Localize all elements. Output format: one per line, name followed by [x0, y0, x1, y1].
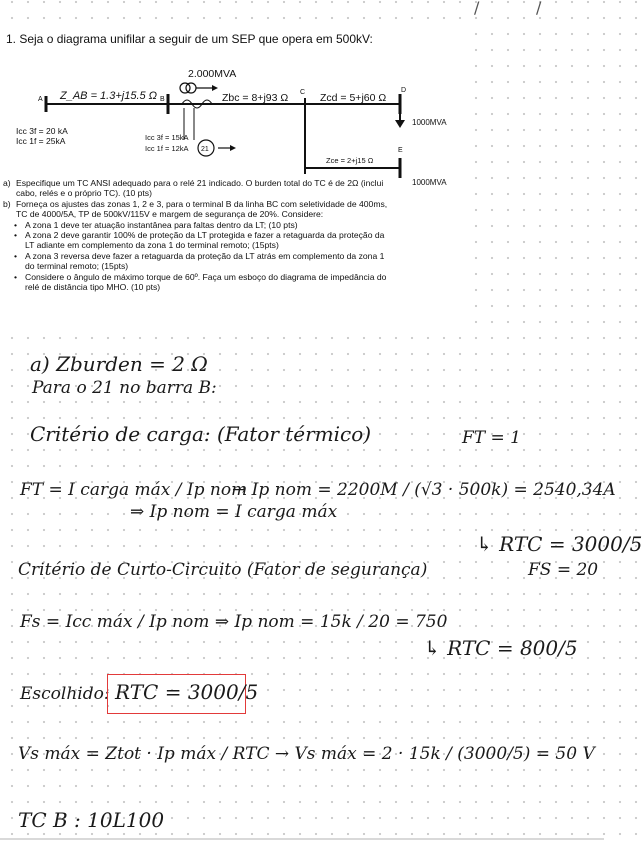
bus-d-label: D — [401, 87, 407, 94]
zbc-label: Zbc = 8+j93 Ω — [222, 92, 289, 104]
load-e-label: 1000MVA — [412, 178, 447, 187]
relay-arrow-icon — [230, 145, 236, 151]
bus-a-label: A — [38, 96, 43, 103]
ft-equation-rhs: → Ip nom = 2200M / (√3 · 500k) = 2540,34A — [232, 480, 616, 500]
zab-label: Z_AB = 1.3+j15.5 Ω — [60, 90, 158, 102]
page-mark: / — [474, 0, 480, 17]
part-a-text: Especifique um TC ANSI adequado para o relé 21 indicado. O burden total do TC é de 2Ω (inclui cabo, relés e o próprio TC). (10 pts) — [16, 178, 384, 199]
ft-equation-lhs: FT = I carga máx / Ip nom — [20, 480, 248, 500]
rtc-thermal: ↳ RTC = 3000/5 — [476, 532, 642, 556]
icc-a-3f: Icc 3f = 20 kA — [16, 126, 68, 136]
safety-factor-value: FS = 20 — [528, 560, 599, 580]
relay-21-label: 21 — [201, 146, 209, 153]
part-b-bullet: • A zona 2 deve garantir 100% de proteção da LT protegida e fazer a retaguarda da proteção da LT adiante em complemento da zona 1 do terminal remoto; (15pts) — [3, 230, 391, 251]
load-d-arrow — [395, 120, 405, 128]
part-b-mark: b) — [3, 198, 11, 209]
solution-relay-location: Para o 21 no barra B: — [32, 378, 217, 398]
zcd-label: Zcd = 5+j60 Ω — [320, 92, 387, 104]
part-b-bullet: • A zona 1 deve ter atuação instantânea para faltas dentro da LT; (10 pts) — [3, 220, 391, 230]
thermal-factor-value: FT = 1 — [462, 428, 522, 448]
page-bottom-divider — [0, 838, 604, 840]
part-a — [3, 178, 391, 199]
fs-equation: Fs = Icc máx / Ip nom ⇒ Ip nom = 15k / 20 = 750 — [20, 612, 448, 632]
power-flow-label: 2.000MVA — [188, 68, 237, 80]
solution-burden: a) Zburden = 2 Ω — [30, 352, 208, 376]
zce-label: Zce = 2+j15 Ω — [326, 156, 374, 165]
part-b-bullet: • A zona 3 reversa deve fazer a retaguarda da proteção da LT atrás em complemento da zona 1 do terminal remoto; (15pts) — [3, 251, 391, 272]
vs-equation: Vs máx = Ztot · Ip máx / RTC → Vs máx = 2 · 15k / (3000/5) = 50 V — [18, 744, 595, 764]
chosen-rtc: RTC = 3000/5 — [115, 680, 259, 704]
single-line-diagram — [0, 44, 468, 187]
bus-b-label: B — [160, 96, 165, 103]
question-title: 1. Seja o diagrama unifilar a seguir de um SEP que opera em 500kV: — [6, 32, 373, 46]
part-b-text: Forneça os ajustes das zonas 1, 2 e 3, para o terminal B da linha BC com seletividade de 400ms, TC de 4000/5A, TP de 500kV/115V e margem de segurança de 20%. Considere: — [16, 198, 388, 220]
icc-b-1f: Icc 1f = 12kA — [145, 144, 189, 153]
icc-b-3f: Icc 3f = 15kA — [145, 133, 189, 142]
tc-class: TC B : 10L100 — [18, 808, 165, 832]
icc-a-1f: Icc 1f = 25kA — [16, 136, 66, 146]
page-mark: / — [536, 0, 542, 17]
part-b-bullet: • Considere o ângulo de máximo torque de 60º. Faça um esboço do diagrama de impedância do relé de distância tipo MHO. (10 pts) — [3, 272, 391, 293]
question-list — [3, 178, 391, 292]
load-d-label: 1000MVA — [412, 118, 447, 127]
ft-equation-mid: ⇒ Ip nom = I carga máx — [130, 502, 338, 522]
flow-arrow-icon — [212, 85, 218, 91]
rtc-short-circuit: ↳ RTC = 800/5 — [424, 636, 578, 660]
part-a-mark: a) — [3, 178, 11, 188]
bus-c-label: C — [300, 89, 306, 96]
criterion-short-circuit-heading: Critério de Curto-Circuito (Fator de segurança) — [18, 560, 428, 580]
part-b — [3, 199, 391, 220]
ct-coil-icon — [180, 83, 190, 93]
criterion-load-heading: Critério de carga: (Fator térmico) — [30, 422, 372, 446]
chosen-label: Escolhido: — [20, 684, 110, 704]
problem-statement — [0, 26, 468, 332]
bus-e-label: E — [398, 147, 403, 154]
